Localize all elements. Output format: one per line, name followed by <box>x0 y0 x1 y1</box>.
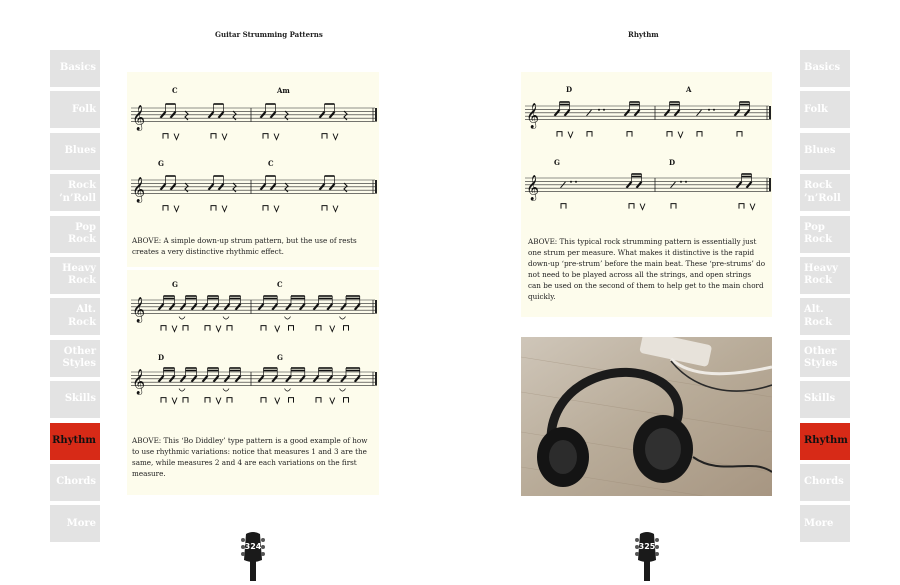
caption: ABOVE: A simple down-up strum pattern, but the use of rests creates a very distinctive rhythmic effect. <box>132 236 357 256</box>
guitar-headstock-icon <box>634 530 660 581</box>
tab-chords[interactable]: Chords <box>800 464 850 501</box>
notation-staff <box>525 172 771 220</box>
downstroke-icon <box>183 326 188 331</box>
treble-clef-icon: 𝄞 <box>132 369 146 395</box>
upstroke-icon <box>274 134 279 140</box>
tab-pop-rock[interactable]: Pop Rock <box>800 216 850 253</box>
downstroke-icon <box>671 204 676 209</box>
tab-heavy-rock[interactable]: Heavy Rock <box>800 257 850 294</box>
page-number-left <box>240 530 266 581</box>
downstroke-icon <box>161 326 166 331</box>
tab-rhythm[interactable]: Rhythm <box>50 423 100 460</box>
chord-label: G <box>277 353 283 362</box>
tab-other-styles[interactable]: Other Styles <box>50 340 100 377</box>
downstroke-icon <box>561 204 566 209</box>
notation-staff <box>131 174 377 222</box>
running-head-left: Guitar Strumming Patterns <box>215 30 323 39</box>
downstroke-icon <box>163 134 168 139</box>
treble-clef-icon: 𝄞 <box>132 105 146 131</box>
upstroke-icon <box>568 132 573 138</box>
chord-label: A <box>686 85 692 94</box>
downstroke-icon <box>316 398 321 403</box>
tab-other-styles[interactable]: Other Styles <box>800 340 850 377</box>
downstroke-icon <box>316 326 321 331</box>
notation-staff <box>131 366 377 416</box>
downstroke-icon <box>205 398 210 403</box>
upstroke-icon <box>222 134 227 140</box>
treble-clef-icon: 𝄞 <box>526 103 540 129</box>
tab-more[interactable]: More <box>800 505 850 542</box>
headphones-photo <box>521 337 772 496</box>
page-number-right <box>634 530 660 581</box>
tab-folk[interactable]: Folk <box>800 91 850 128</box>
upstroke-icon <box>274 206 279 212</box>
notation-panel-2 <box>127 270 379 495</box>
tab-basics[interactable]: Basics <box>50 50 100 87</box>
downstroke-icon <box>263 206 268 211</box>
upstroke-icon <box>333 206 338 212</box>
chord-label: Am <box>277 86 290 95</box>
upstroke-icon <box>275 326 280 332</box>
side-tabs-left <box>50 50 100 547</box>
downstroke-icon <box>697 132 702 137</box>
downstroke-icon <box>737 132 742 137</box>
downstroke-icon <box>289 326 294 331</box>
downstroke-icon <box>322 206 327 211</box>
tab-blues[interactable]: Blues <box>50 133 100 170</box>
chord-label: C <box>268 159 274 168</box>
tab-rock-n-roll[interactable]: Rock ’n’Roll <box>50 174 100 211</box>
upstroke-icon <box>172 398 177 404</box>
downstroke-icon <box>263 134 268 139</box>
downstroke-icon <box>227 326 232 331</box>
side-tabs-right <box>800 50 850 547</box>
downstroke-icon <box>227 398 232 403</box>
caption: ABOVE: This typical rock strumming pattern is essentially just one strum per measure. What makes it distinctive is the rapid down-up ‘pre-strum’ before the main beat. These ‘pre-strums’ do not need to be played across all the strings, and open strings can be used on the second of them to help get to the main chord quickly. <box>528 237 766 301</box>
downstroke-icon <box>205 326 210 331</box>
page-number: 324 <box>244 542 262 551</box>
downstroke-icon <box>629 204 634 209</box>
treble-clef-icon: 𝄞 <box>526 175 540 201</box>
guitar-headstock-icon <box>240 530 266 581</box>
notation-staff <box>131 102 377 150</box>
upstroke-icon <box>174 206 179 212</box>
chord-label: G <box>172 280 178 289</box>
chord-label: G <box>158 159 164 168</box>
downstroke-icon <box>261 326 266 331</box>
tab-chords[interactable]: Chords <box>50 464 100 501</box>
downstroke-icon <box>289 398 294 403</box>
chord-label: C <box>277 280 283 289</box>
downstroke-icon <box>627 132 632 137</box>
tab-folk[interactable]: Folk <box>50 91 100 128</box>
upstroke-icon <box>222 206 227 212</box>
downstroke-icon <box>161 398 166 403</box>
upstroke-icon <box>678 132 683 138</box>
chord-label: G <box>554 158 560 167</box>
downstroke-icon <box>261 398 266 403</box>
upstroke-icon <box>216 398 221 404</box>
upstroke-icon <box>330 398 335 404</box>
chord-label: D <box>566 85 573 94</box>
downstroke-icon <box>587 132 592 137</box>
upstroke-icon <box>275 398 280 404</box>
running-head-right: Rhythm <box>628 30 659 39</box>
tab-alt-rock[interactable]: Alt. Rock <box>50 298 100 335</box>
chord-label: C <box>172 86 178 95</box>
notation-panel-1 <box>127 72 379 267</box>
downstroke-icon <box>163 206 168 211</box>
downstroke-icon <box>183 398 188 403</box>
upstroke-icon <box>333 134 338 140</box>
downstroke-icon <box>667 132 672 137</box>
tab-skills[interactable]: Skills <box>50 381 100 418</box>
downstroke-icon <box>211 134 216 139</box>
page-number: 325 <box>638 542 656 551</box>
upstroke-icon <box>174 134 179 140</box>
downstroke-icon <box>344 398 349 403</box>
downstroke-icon <box>739 204 744 209</box>
chord-label: D <box>669 158 676 167</box>
upstroke-icon <box>330 326 335 332</box>
tab-alt-rock[interactable]: Alt. Rock <box>800 298 850 335</box>
notation-staff <box>131 294 377 344</box>
treble-clef-icon: 𝄞 <box>132 177 146 203</box>
treble-clef-icon: 𝄞 <box>132 297 146 323</box>
upstroke-icon <box>216 326 221 332</box>
upstroke-icon <box>750 204 755 210</box>
notation-panel-3 <box>521 72 772 317</box>
caption: ABOVE: This ‘Bo Diddley’ type pattern is a good example of how to use rhythmic variations: notice that measures 1 and 3 are the same, while measures 2 and 4 are each variations on the first measure. <box>132 436 368 478</box>
notation-staff <box>525 100 771 148</box>
upstroke-icon <box>172 326 177 332</box>
downstroke-icon <box>344 326 349 331</box>
tab-more[interactable]: More <box>50 505 100 542</box>
upstroke-icon <box>640 204 645 210</box>
tab-heavy-rock[interactable]: Heavy Rock <box>50 257 100 294</box>
tab-rock-n-roll[interactable]: Rock ’n’Roll <box>800 174 850 211</box>
tab-skills[interactable]: Skills <box>800 381 850 418</box>
tab-pop-rock[interactable]: Pop Rock <box>50 216 100 253</box>
downstroke-icon <box>557 132 562 137</box>
tab-basics[interactable]: Basics <box>800 50 850 87</box>
chord-label: D <box>158 353 165 362</box>
tab-rhythm[interactable]: Rhythm <box>800 423 850 460</box>
downstroke-icon <box>322 134 327 139</box>
downstroke-icon <box>211 206 216 211</box>
tab-blues[interactable]: Blues <box>800 133 850 170</box>
